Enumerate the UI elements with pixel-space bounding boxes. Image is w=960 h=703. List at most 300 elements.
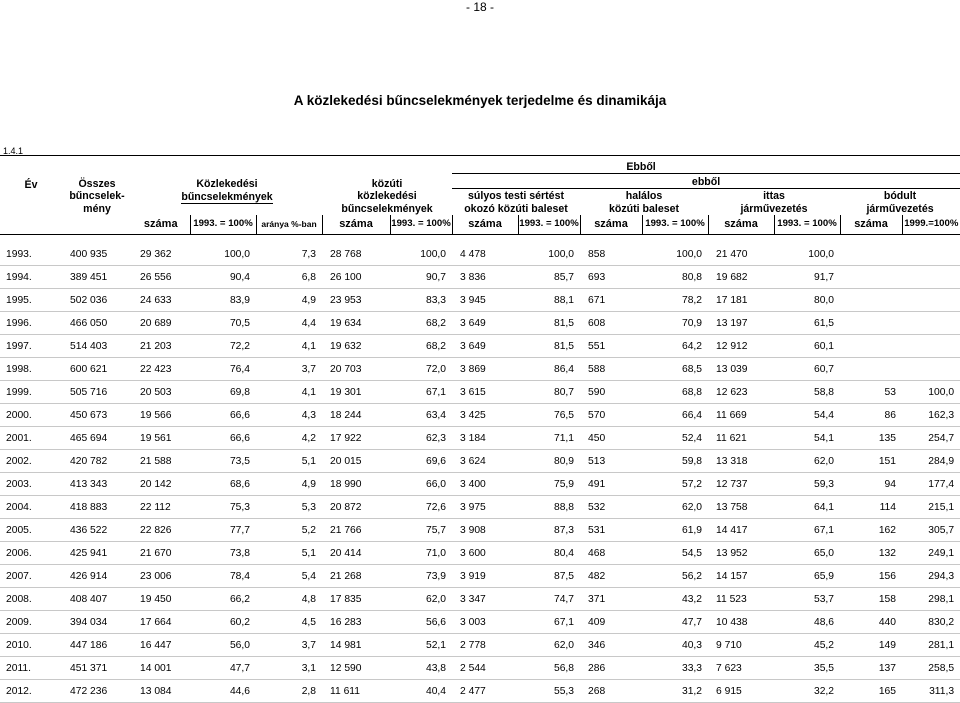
table-cell: 468: [580, 542, 642, 565]
table-cell: 59,8: [642, 450, 708, 473]
table-cell: 17 664: [132, 611, 190, 634]
table-cell: 21 203: [132, 335, 190, 358]
table-cell: 32,2: [774, 680, 840, 703]
table-cell: 268: [580, 680, 642, 703]
table-cell: 13 952: [708, 542, 774, 565]
table-cell: 74,7: [518, 588, 580, 611]
table-cell: 43,2: [642, 588, 708, 611]
table-cell: 81,5: [518, 335, 580, 358]
header-subrow: [0, 215, 960, 235]
sub-index: 1993. = 100%: [774, 215, 840, 235]
table-cell: 450 673: [62, 404, 132, 427]
table-cell: 394 034: [62, 611, 132, 634]
table-cell: 62,3: [390, 427, 452, 450]
table-cell: 31,2: [642, 680, 708, 703]
table-cell: 830,2: [902, 611, 960, 634]
header-drunk: ittas járművezetés: [708, 189, 840, 216]
row-year: 2004.: [0, 496, 62, 519]
table-cell: 64,1: [774, 496, 840, 519]
sub-szama: száma: [132, 215, 190, 235]
table-cell: 671: [580, 289, 642, 312]
table-cell: 87,5: [518, 565, 580, 588]
table-cell: 94: [840, 473, 902, 496]
table-cell: 532: [580, 496, 642, 519]
table-cell: 68,2: [390, 335, 452, 358]
table-cell: 19 682: [708, 266, 774, 289]
table-cell: 14 157: [708, 565, 774, 588]
table-cell: 35,5: [774, 657, 840, 680]
table-cell: 19 561: [132, 427, 190, 450]
table-cell: 56,2: [642, 565, 708, 588]
table-cell: 28 768: [322, 243, 390, 266]
table-cell: 7,3: [256, 243, 322, 266]
table-cell: 472 236: [62, 680, 132, 703]
table-cell: 19 301: [322, 381, 390, 404]
table-cell: 53: [840, 381, 902, 404]
table-cell: 3 649: [452, 312, 518, 335]
table-cell: 3 649: [452, 335, 518, 358]
table-cell: 12 737: [708, 473, 774, 496]
table-cell: 54,4: [774, 404, 840, 427]
table-cell: 69,6: [390, 450, 452, 473]
row-year: 2000.: [0, 404, 62, 427]
row-year: 2003.: [0, 473, 62, 496]
table-cell: 17 181: [708, 289, 774, 312]
table-cell: 67,1: [774, 519, 840, 542]
table-cell: 3 836: [452, 266, 518, 289]
table-cell: 80,4: [518, 542, 580, 565]
table-cell: 858: [580, 243, 642, 266]
table-cell: 2 778: [452, 634, 518, 657]
table-cell: 100,0: [902, 381, 960, 404]
table-cell: 83,9: [190, 289, 256, 312]
table-cell: 16 447: [132, 634, 190, 657]
table-cell: [840, 243, 902, 266]
table-cell: 19 632: [322, 335, 390, 358]
table-cell: 86,4: [518, 358, 580, 381]
table-cell: [902, 243, 960, 266]
table-cell: 88,8: [518, 496, 580, 519]
table-cell: 75,7: [390, 519, 452, 542]
table-row: [0, 427, 960, 450]
table-cell: 600 621: [62, 358, 132, 381]
table-cell: 408 407: [62, 588, 132, 611]
table-cell: 502 036: [62, 289, 132, 312]
row-year: 2009.: [0, 611, 62, 634]
sub-szama: száma: [708, 215, 774, 235]
table-cell: 137: [840, 657, 902, 680]
table-cell: 17 835: [322, 588, 390, 611]
table-cell: 11 621: [708, 427, 774, 450]
table-cell: 570: [580, 404, 642, 427]
table-cell: 16 283: [322, 611, 390, 634]
table-row: [0, 381, 960, 404]
table-cell: 588: [580, 358, 642, 381]
page-number: - 18 -: [465, 0, 494, 14]
table-cell: 505 716: [62, 381, 132, 404]
table-cell: 465 694: [62, 427, 132, 450]
table-cell: 177,4: [902, 473, 960, 496]
table-cell: 426 914: [62, 565, 132, 588]
table-cell: 4,1: [256, 335, 322, 358]
table-cell: 20 142: [132, 473, 190, 496]
table-cell: 7 623: [708, 657, 774, 680]
row-year: 1997.: [0, 335, 62, 358]
header-row-1: [0, 156, 960, 174]
sub-index: 1999.=100%: [902, 215, 960, 235]
table-cell: 57,2: [642, 473, 708, 496]
table-cell: 3,1: [256, 657, 322, 680]
table-cell: 3 615: [452, 381, 518, 404]
table-cell: 68,6: [190, 473, 256, 496]
table-cell: 40,4: [390, 680, 452, 703]
table-cell: 55,3: [518, 680, 580, 703]
table-cell: 19 450: [132, 588, 190, 611]
table-cell: 72,2: [190, 335, 256, 358]
table-cell: [840, 312, 902, 335]
table-cell: 60,1: [774, 335, 840, 358]
table-cell: 54,5: [642, 542, 708, 565]
table-cell: 156: [840, 565, 902, 588]
table-cell: 67,1: [518, 611, 580, 634]
table-cell: [902, 266, 960, 289]
table-cell: 60,7: [774, 358, 840, 381]
table-cell: 56,8: [518, 657, 580, 680]
table-row: [0, 611, 960, 634]
table-cell: 62,0: [518, 634, 580, 657]
table-cell: 68,8: [642, 381, 708, 404]
table-cell: 5,1: [256, 450, 322, 473]
table-cell: 76,5: [518, 404, 580, 427]
table-cell: 13 758: [708, 496, 774, 519]
table-cell: 66,6: [190, 404, 256, 427]
table-row: [0, 335, 960, 358]
table-cell: [840, 335, 902, 358]
table-cell: 13 318: [708, 450, 774, 473]
table-cell: 2 544: [452, 657, 518, 680]
table-body: [0, 243, 960, 703]
table-cell: 3 945: [452, 289, 518, 312]
table-cell: 63,4: [390, 404, 452, 427]
table-cell: 22 423: [132, 358, 190, 381]
table-cell: 513: [580, 450, 642, 473]
row-year: 2002.: [0, 450, 62, 473]
table-cell: 85,7: [518, 266, 580, 289]
table-cell: 65,9: [774, 565, 840, 588]
table-cell: 2 477: [452, 680, 518, 703]
table-cell: 151: [840, 450, 902, 473]
table-row: [0, 473, 960, 496]
table-cell: 21 766: [322, 519, 390, 542]
table-cell: 90,7: [390, 266, 452, 289]
table-cell: 65,0: [774, 542, 840, 565]
table-cell: 17 922: [322, 427, 390, 450]
row-year: 1995.: [0, 289, 62, 312]
table-cell: 33,3: [642, 657, 708, 680]
table-cell: 20 689: [132, 312, 190, 335]
table-row: [0, 565, 960, 588]
header-total-crimes: Összes bűncselek- mény: [62, 156, 132, 216]
table-cell: 18 244: [322, 404, 390, 427]
table-cell: 450: [580, 427, 642, 450]
row-year: 2011.: [0, 657, 62, 680]
table-cell: [902, 358, 960, 381]
sub-index: 1993. = 100%: [642, 215, 708, 235]
table-cell: 6 915: [708, 680, 774, 703]
table-cell: 590: [580, 381, 642, 404]
table-cell: 88,1: [518, 289, 580, 312]
table-cell: 62,0: [774, 450, 840, 473]
table-cell: 56,6: [390, 611, 452, 634]
table-cell: 40,3: [642, 634, 708, 657]
header-year: Év: [0, 156, 62, 216]
table-cell: 4,2: [256, 427, 322, 450]
table-cell: 48,6: [774, 611, 840, 634]
table-row: [0, 312, 960, 335]
header-fatal: halálos közúti baleset: [580, 189, 708, 216]
table-cell: 100,0: [642, 243, 708, 266]
table-cell: 311,3: [902, 680, 960, 703]
table-cell: 11 611: [322, 680, 390, 703]
table-cell: 13 039: [708, 358, 774, 381]
table-cell: 135: [840, 427, 902, 450]
table-cell: 3 869: [452, 358, 518, 381]
table-cell: 100,0: [774, 243, 840, 266]
row-year: 2001.: [0, 427, 62, 450]
table-cell: 68,5: [642, 358, 708, 381]
table-cell: 451 371: [62, 657, 132, 680]
table-cell: 305,7: [902, 519, 960, 542]
table-cell: 67,1: [390, 381, 452, 404]
table-cell: 18 990: [322, 473, 390, 496]
table-cell: 4,8: [256, 588, 322, 611]
table-cell: 491: [580, 473, 642, 496]
table-cell: 64,2: [642, 335, 708, 358]
sub-szama: száma: [840, 215, 902, 235]
table-row: [0, 542, 960, 565]
table-cell: 4,9: [256, 473, 322, 496]
table-row: [0, 358, 960, 381]
table-cell: 249,1: [902, 542, 960, 565]
table-row: [0, 634, 960, 657]
row-year: 2008.: [0, 588, 62, 611]
table-row: [0, 680, 960, 703]
table-cell: 389 451: [62, 266, 132, 289]
table-cell: 294,3: [902, 565, 960, 588]
sub-index: 1993. = 100%: [390, 215, 452, 235]
table-cell: 514 403: [62, 335, 132, 358]
table-cell: 346: [580, 634, 642, 657]
table-cell: 466 050: [62, 312, 132, 335]
table-cell: 66,2: [190, 588, 256, 611]
table-cell: 3 919: [452, 565, 518, 588]
sub-szama: száma: [322, 215, 390, 235]
sub-index: 1993. = 100%: [190, 215, 256, 235]
table-cell: 215,1: [902, 496, 960, 519]
table-cell: 20 015: [322, 450, 390, 473]
table-row: [0, 289, 960, 312]
row-year: 2006.: [0, 542, 62, 565]
table-cell: 608: [580, 312, 642, 335]
table-cell: 4,4: [256, 312, 322, 335]
table-cell: 162,3: [902, 404, 960, 427]
table-cell: 83,3: [390, 289, 452, 312]
table-cell: 26 556: [132, 266, 190, 289]
sub-aranya: aránya %-ban: [256, 215, 322, 235]
table-cell: 12 590: [322, 657, 390, 680]
table-cell: 81,5: [518, 312, 580, 335]
table-cell: 62,0: [642, 496, 708, 519]
table-cell: 23 006: [132, 565, 190, 588]
table-cell: 19 566: [132, 404, 190, 427]
table-cell: 66,4: [642, 404, 708, 427]
table-cell: [902, 312, 960, 335]
table-cell: 70,9: [642, 312, 708, 335]
table-cell: [840, 358, 902, 381]
table-cell: 11 523: [708, 588, 774, 611]
row-year: 1996.: [0, 312, 62, 335]
table-cell: 3,7: [256, 634, 322, 657]
table-cell: 436 522: [62, 519, 132, 542]
crime-statistics-table: [0, 155, 960, 703]
table-cell: 12 623: [708, 381, 774, 404]
table-cell: 162: [840, 519, 902, 542]
table-cell: 400 935: [62, 243, 132, 266]
table-cell: 80,9: [518, 450, 580, 473]
table-cell: 3 908: [452, 519, 518, 542]
table-cell: 447 186: [62, 634, 132, 657]
header-drugged: bódult járművezetés: [840, 189, 960, 216]
table-cell: 531: [580, 519, 642, 542]
page-title: A közlekedési bűncselekmények terjedelme és dinamikája: [293, 93, 667, 108]
table-cell: 21 588: [132, 450, 190, 473]
sub-szama: száma: [452, 215, 518, 235]
table-cell: 87,3: [518, 519, 580, 542]
table-cell: 5,2: [256, 519, 322, 542]
table-cell: 440: [840, 611, 902, 634]
table-cell: 14 981: [322, 634, 390, 657]
table-cell: [840, 289, 902, 312]
table-cell: 71,0: [390, 542, 452, 565]
row-year: 1994.: [0, 266, 62, 289]
table-cell: [902, 289, 960, 312]
table-cell: 80,0: [774, 289, 840, 312]
table-cell: 73,9: [390, 565, 452, 588]
table-cell: 4 478: [452, 243, 518, 266]
table-cell: 284,9: [902, 450, 960, 473]
table-cell: 52,4: [642, 427, 708, 450]
table-cell: 19 634: [322, 312, 390, 335]
table-cell: 91,7: [774, 266, 840, 289]
table-cell: 71,1: [518, 427, 580, 450]
table-cell: 24 633: [132, 289, 190, 312]
table-cell: 5,1: [256, 542, 322, 565]
table-cell: 3 975: [452, 496, 518, 519]
table-cell: [902, 335, 960, 358]
table-cell: 20 872: [322, 496, 390, 519]
table-cell: 22 826: [132, 519, 190, 542]
table-cell: 70,5: [190, 312, 256, 335]
table-cell: 21 268: [322, 565, 390, 588]
table-cell: 54,1: [774, 427, 840, 450]
table-cell: 20 414: [322, 542, 390, 565]
sub-szama: száma: [580, 215, 642, 235]
header-ebbol-inner: ebből: [452, 174, 960, 189]
table-cell: 3 347: [452, 588, 518, 611]
table-cell: 4,3: [256, 404, 322, 427]
table-cell: 90,4: [190, 266, 256, 289]
table-cell: 425 941: [62, 542, 132, 565]
table-cell: [840, 266, 902, 289]
table-cell: 53,7: [774, 588, 840, 611]
row-year: 2010.: [0, 634, 62, 657]
table-cell: 11 669: [708, 404, 774, 427]
table-cell: 56,0: [190, 634, 256, 657]
table-cell: 26 100: [322, 266, 390, 289]
table-cell: 158: [840, 588, 902, 611]
table-cell: 371: [580, 588, 642, 611]
table-cell: 75,3: [190, 496, 256, 519]
table-cell: 165: [840, 680, 902, 703]
table-cell: 418 883: [62, 496, 132, 519]
table-cell: 73,8: [190, 542, 256, 565]
table-cell: 4,5: [256, 611, 322, 634]
table-cell: 68,2: [390, 312, 452, 335]
table-cell: 20 503: [132, 381, 190, 404]
table-cell: 482: [580, 565, 642, 588]
table-cell: 298,1: [902, 588, 960, 611]
table-cell: 77,7: [190, 519, 256, 542]
table-cell: 114: [840, 496, 902, 519]
row-year: 1998.: [0, 358, 62, 381]
table-cell: 86: [840, 404, 902, 427]
table-row: [0, 657, 960, 680]
table-cell: 286: [580, 657, 642, 680]
table-cell: 23 953: [322, 289, 390, 312]
table-row: [0, 450, 960, 473]
table-cell: 258,5: [902, 657, 960, 680]
table-cell: 69,8: [190, 381, 256, 404]
table-cell: 9 710: [708, 634, 774, 657]
table-cell: 14 417: [708, 519, 774, 542]
row-year: 1999.: [0, 381, 62, 404]
table-cell: 76,4: [190, 358, 256, 381]
sub-index: 1993. = 100%: [518, 215, 580, 235]
table-row: [0, 519, 960, 542]
table-cell: 100,0: [190, 243, 256, 266]
table-cell: 4,9: [256, 289, 322, 312]
table-cell: 61,5: [774, 312, 840, 335]
table-cell: 22 112: [132, 496, 190, 519]
table-cell: 61,9: [642, 519, 708, 542]
table-cell: 10 438: [708, 611, 774, 634]
row-year: 1993.: [0, 243, 62, 266]
table-cell: 413 343: [62, 473, 132, 496]
table-cell: 66,0: [390, 473, 452, 496]
row-year: 2007.: [0, 565, 62, 588]
table-cell: 29 362: [132, 243, 190, 266]
row-year: 2005.: [0, 519, 62, 542]
table-cell: 62,0: [390, 588, 452, 611]
table-cell: 20 703: [322, 358, 390, 381]
table-cell: 3,7: [256, 358, 322, 381]
table-row: [0, 588, 960, 611]
table-cell: 14 001: [132, 657, 190, 680]
table-cell: 75,9: [518, 473, 580, 496]
table-row: [0, 496, 960, 519]
header-serious-injury: súlyos testi sértést okozó közúti baleset: [452, 189, 580, 216]
table-cell: 3 184: [452, 427, 518, 450]
